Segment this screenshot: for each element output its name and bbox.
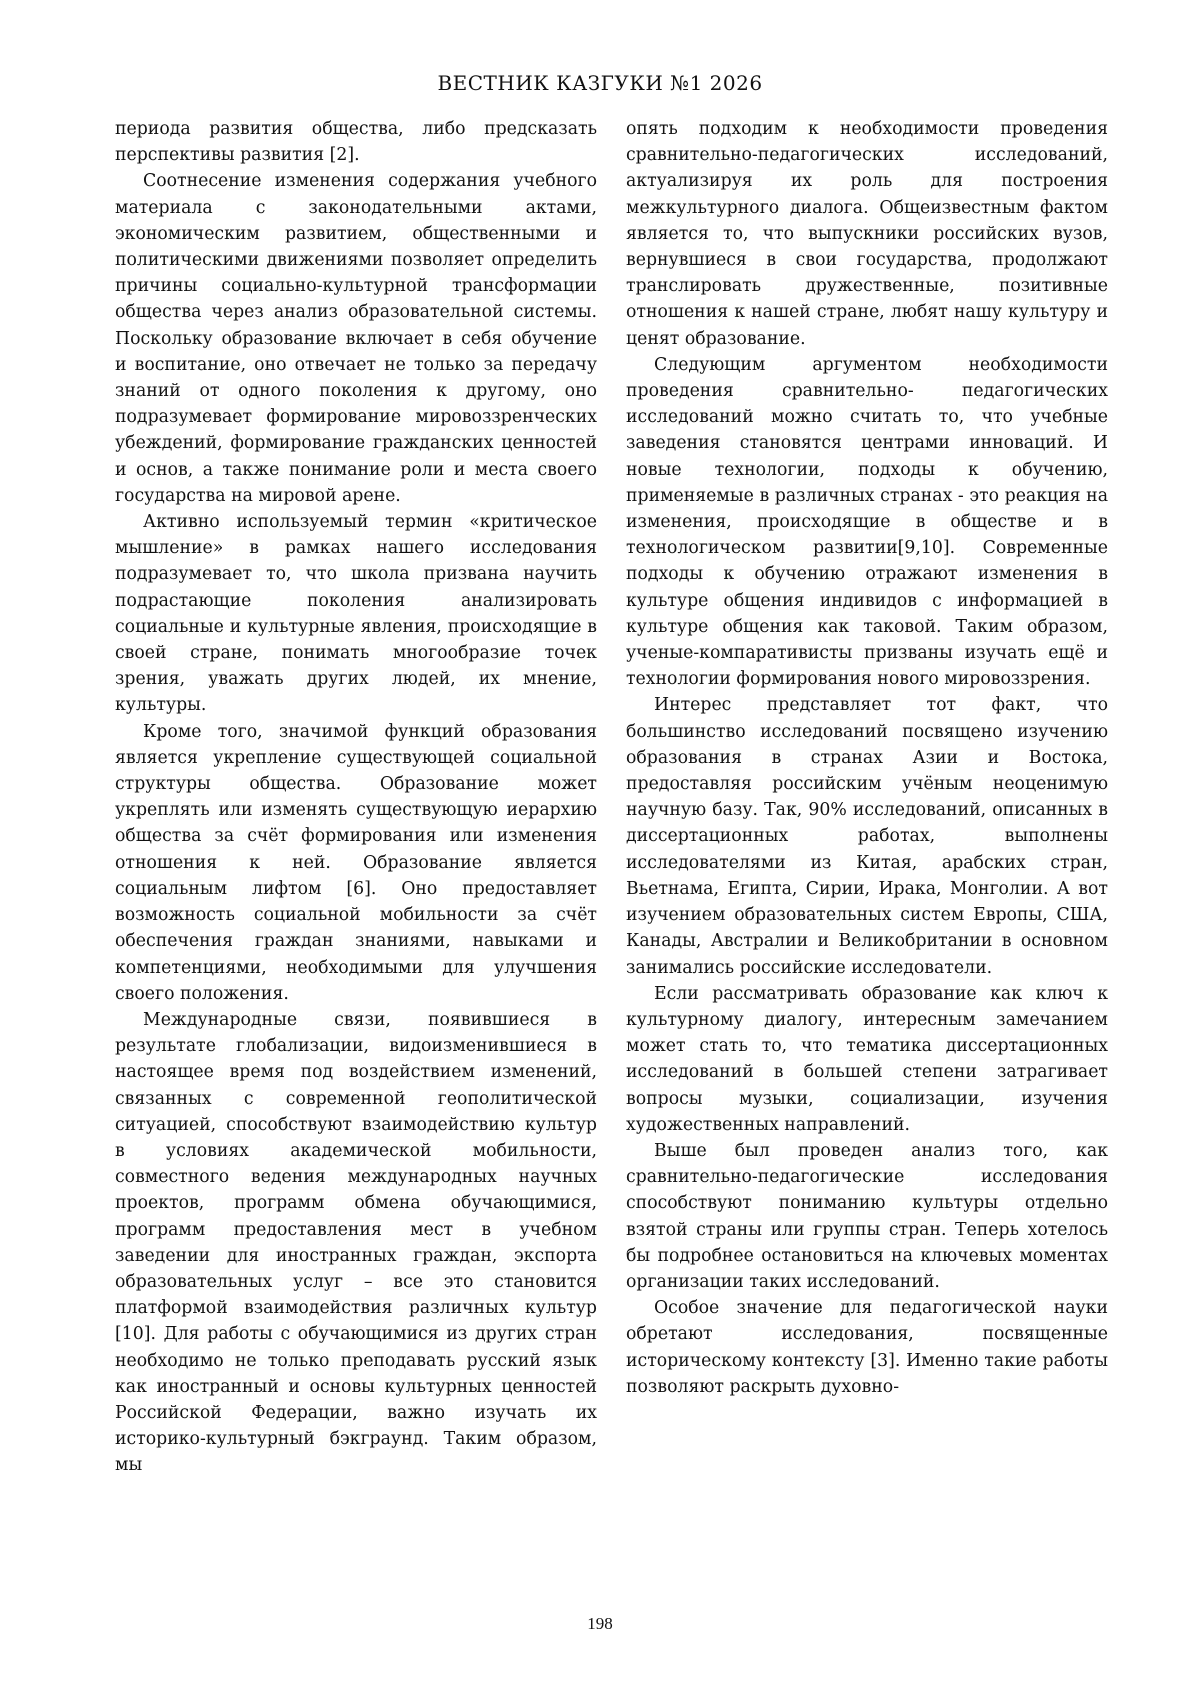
paragraph: Следующим аргументом необходимости проведения сравнительно- педагогических исследований можно считать то, что учебные заведения становятся центрами инноваций. И новые технологии, подходы к обучению, применяемые в различных странах - это реакция на изменения, происходящие в обществе и в технологическом развитии[9,10]. Современные подходы к обучению отражают изменения в культуре общения индивидов с информацией в культуре общения как таковой. Таким образом, ученые-компаративисты призваны изучать ещё и технологии формирования нового мировоззрения. bbox=[626, 354, 1108, 690]
paragraph: Соотнесение изменения содержания учебного материала с законодательными актами, экономическим развитием, общественными и политическими движениями позволяет определить причины социально-культурной трансформации общества через анализ образовательной системы. Поскольку образование включает в себя обучение и воспитание, оно отвечает не только за передачу знаний от одного поколения к другому, оно подразумевает формирование мировоззренческих убеждений, формирование гражданских ценностей и основ, а также понимание роли и места своего государства на мировой арене. bbox=[115, 171, 597, 506]
paragraph: Международные связи, появившиеся в результате глобализации, видоизменившиеся в настоящее время под воздействием изменений, связанных с современной геополитической ситуацией, способствуют взаимодействию культур в условиях академической мобильности, совместного ведения международных научных проектов, программ обмена обучающимися, программ предоставления мест в учебном заведении для иностранных граждан, экспорта образовательных услуг – все это становится платформой взаимодействия различных культур [10]. Для работы с обучающимися из других стран необходимо не только преподавать русский язык как иностранный и основы культурных ценностей Российской Федерации, важно изучать их историко-культурный бэкграунд. Таким образом, мы bbox=[115, 1009, 597, 1476]
paragraph: Интерес представляет тот факт, что большинство исследований посвящено изучению образования в странах Азии и Востока, предоставляя российским учёным неоценимую научную базу. Так, 90% исследований, описанных в диссертационных работах, выполнены исследователями из Китая, арабских стран, Вьетнама, Египта, Сирии, Ирака, Монголии. А вот изучением образовательных систем Европы, США, Канады, Австралии и Великобритании в основном занимались российские исследователи. bbox=[626, 695, 1108, 978]
paragraph: Особое значение для педагогической науки обретают исследования, посвященные историческому контексту [3]. Именно такие работы позволяют раскрыть духовно- bbox=[626, 1298, 1108, 1397]
left-column bbox=[115, 116, 597, 1479]
right-column bbox=[626, 116, 1108, 1400]
paragraph: Активно используемый термин «критическое мышление» в рамках нашего исследования подразумевает то, что школа призвана научить подрастающие поколения анализировать социальные и культурные явления, происходящие в своей стране, понимать многообразие точек зрения, уважать других людей, их мнение, культуры. bbox=[115, 512, 597, 716]
paragraph: Выше был проведен анализ того, как сравнительно-педагогические исследования способствуют пониманию культуры отдельно взятой страны или группы стран. Теперь хотелось бы подробнее остановиться на ключевых моментах организации таких исследований. bbox=[626, 1140, 1108, 1292]
journal-header: ВЕСТНИК КАЗГУКИ №1 2026 bbox=[437, 71, 763, 95]
paragraph: периода развития общества, либо предсказать перспективы развития [2]. bbox=[115, 119, 597, 166]
paragraph: опять подходим к необходимости проведения сравнительно-педагогических исследований, актуализируя их роль для построения межкультурного диалога. Общеизвестным фактом является то, что выпускники российских вузов, вернувшиеся в свои государства, продолжают транслировать дружественные, позитивные отношения к нашей стране, любят нашу культуру и ценят образование. bbox=[626, 119, 1108, 349]
paragraph: Если рассматривать образование как ключ к культурному диалогу, интересным замечанием может стать то, что тематика диссертационных исследований в большей степени затрагивает вопросы музыки, социализации, изучения художественных направлений. bbox=[626, 983, 1108, 1135]
paragraph: Кроме того, значимой функций образования является укрепление существующей социальной структуры общества. Образование может укреплять или изменять существующую иерархию общества за счёт формирования или изменения отношения к ней. Образование является социальным лифтом [6]. Оно предоставляет возможность социальной мобильности за счёт обеспечения граждан знаниями, навыками и компетенциями, необходимыми для улучшения своего положения. bbox=[115, 721, 597, 1004]
page-number: 198 bbox=[587, 1614, 613, 1633]
